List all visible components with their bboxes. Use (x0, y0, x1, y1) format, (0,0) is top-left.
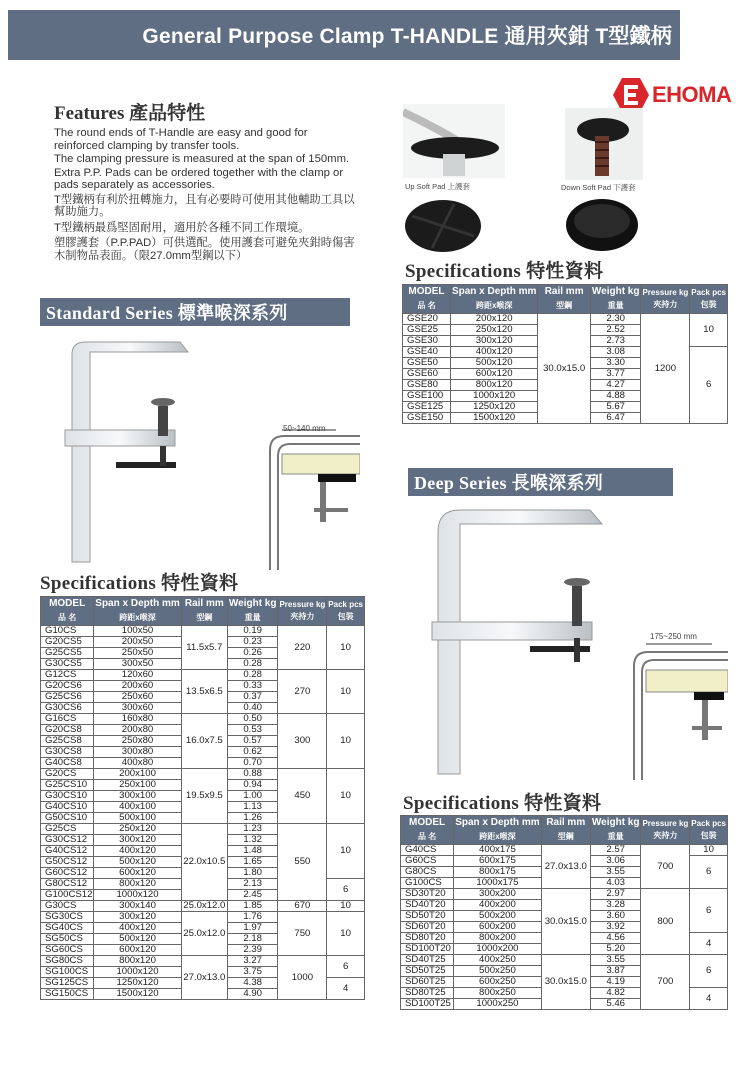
table-cell: GSE150 (403, 413, 451, 424)
deep-series-band: Deep Series 長喉深系列 (408, 468, 673, 496)
table-cell: GSE40 (403, 347, 451, 358)
pad-bottom-view-photo (563, 196, 641, 254)
table-cell: 400x120 (94, 923, 181, 934)
table-cell: 4.03 (590, 878, 641, 889)
table-cell: 800x120 (94, 879, 181, 890)
table-cell: 27.0x13.0 (181, 956, 227, 1000)
table-cell: 4.90 (227, 989, 278, 1000)
table-cell: 30.0x15.0 (541, 955, 590, 1010)
table-cell: SG30CS (41, 912, 94, 923)
table-cell: 1250x120 (450, 402, 537, 413)
table-cell: 200x120 (450, 314, 537, 325)
col-model: MODEL 品 名 (41, 597, 94, 626)
table-cell: 1.32 (227, 835, 278, 846)
table-cell: 4.56 (590, 933, 641, 944)
table-cell: 1.65 (227, 857, 278, 868)
table-cell: 300x140 (94, 901, 181, 912)
table-cell: 16.0x7.5 (181, 714, 227, 769)
table-cell: 1200 (641, 314, 690, 424)
table-cell: G80CS (401, 867, 454, 878)
table-cell: G20CS (41, 769, 94, 780)
col-pressure: Pressure kg 夾持力 (278, 597, 327, 626)
down-pad-label: Down Soft Pad 下護套 (561, 183, 636, 192)
table-cell: 300x120 (450, 336, 537, 347)
table-cell: 10 (327, 670, 365, 714)
table-cell: 0.33 (227, 681, 278, 692)
table-cell: G25CS10 (41, 780, 94, 791)
table-row (41, 956, 365, 967)
table-cell: 1000x250 (454, 999, 541, 1010)
table-cell: 250x60 (94, 692, 181, 703)
standard-spec-title: Specifications 特性資料 (40, 573, 239, 594)
table-cell: 0.57 (227, 736, 278, 747)
table-cell: G40CS12 (41, 846, 94, 857)
table-cell: 0.19 (227, 626, 278, 637)
table-cell: 600x120 (94, 868, 181, 879)
col-pack: Pack pcs 包裝 (327, 597, 365, 626)
table-cell: G30CS5 (41, 659, 94, 670)
table-row (41, 670, 365, 681)
table-cell: G16CS (41, 714, 94, 725)
table-cell: GSE20 (403, 314, 451, 325)
deep-spec-title: Specifications 特性資料 (403, 793, 602, 814)
table-cell: 10 (327, 626, 365, 670)
table-cell: 800 (641, 889, 690, 955)
table-cell: 3.55 (590, 867, 641, 878)
page-header (8, 10, 680, 60)
table-cell: G20CS5 (41, 637, 94, 648)
table-cell: 1.23 (227, 824, 278, 835)
table-cell: 200x80 (94, 725, 181, 736)
feature-p2: The clamping pressure is measured at the span of 150mm. (54, 153, 350, 165)
table-cell: SD100T25 (401, 999, 454, 1010)
table-cell: 1.26 (227, 813, 278, 824)
table-cell: 670 (278, 901, 327, 912)
table-cell: 2.52 (590, 325, 641, 336)
table-cell: 3.87 (590, 966, 641, 977)
table-cell: 6 (327, 956, 365, 978)
table-cell: G25CS (41, 824, 94, 835)
table-cell: 0.94 (227, 780, 278, 791)
table-cell: GSE125 (403, 402, 451, 413)
table-cell: 6 (690, 955, 728, 988)
table-cell: SG80CS (41, 956, 94, 967)
table-cell: 1.76 (227, 912, 278, 923)
table-cell: 1.80 (227, 868, 278, 879)
table-cell: 4 (327, 978, 365, 1000)
table-cell: SD60T20 (401, 922, 454, 933)
table-cell: 2.45 (227, 890, 278, 901)
table-cell: 120x60 (94, 670, 181, 681)
table-header-row (41, 597, 365, 626)
standard-span-diagram (262, 410, 360, 570)
table-cell: G10CS (41, 626, 94, 637)
feature-p1: The round ends of T-Handle are easy and good for reinforced clamping by transfer tools. (54, 127, 308, 152)
standard-spec-table (40, 596, 365, 1000)
table-cell: 3.27 (227, 956, 278, 967)
table-cell: 10 (690, 845, 728, 856)
table-cell: 700 (641, 955, 690, 1010)
table-cell: 250x50 (94, 648, 181, 659)
table-cell: 300x120 (94, 912, 181, 923)
table-cell: G40CS8 (41, 758, 94, 769)
table-cell: G30CS6 (41, 703, 94, 714)
table-cell: 800x250 (454, 988, 541, 999)
table-cell: G50CS12 (41, 857, 94, 868)
table-cell: 4 (690, 933, 728, 955)
table-cell: G25CS6 (41, 692, 94, 703)
table-cell: 1000x120 (94, 967, 181, 978)
table-cell: G80CS12 (41, 879, 94, 890)
up-soft-pad-photo (403, 104, 505, 178)
table-cell: 4 (690, 988, 728, 1010)
table-cell: 3.28 (590, 900, 641, 911)
table-cell: 1.13 (227, 802, 278, 813)
table-row (41, 912, 365, 923)
table-cell: 13.5x6.5 (181, 670, 227, 714)
table-cell: 1000x200 (454, 944, 541, 955)
table-cell: 400x175 (454, 845, 541, 856)
table-header-row: MODEL 品 名 Span x Depth mm 跨距x喉深 Rail mm 型鋼 Weight kg 重量 Pressure kg 夾持力 Pack pcs 包裝 (401, 816, 728, 845)
table-cell: G30CS (41, 901, 94, 912)
table-cell: 5.67 (590, 402, 641, 413)
table-cell: 400x80 (94, 758, 181, 769)
table-cell: 450 (278, 769, 327, 824)
gse-spec-table (402, 284, 728, 424)
table-cell: 1.97 (227, 923, 278, 934)
table-cell: 27.0x13.0 (541, 845, 590, 889)
table-row (401, 845, 728, 856)
table-cell: SD60T25 (401, 977, 454, 988)
table-cell: SG50CS (41, 934, 94, 945)
table-cell: GSE100 (403, 391, 451, 402)
table-cell: SD80T20 (401, 933, 454, 944)
table-cell: 5.20 (590, 944, 641, 955)
table-cell: SG100CS (41, 967, 94, 978)
table-cell: 2.30 (590, 314, 641, 325)
table-cell: 600x175 (454, 856, 541, 867)
table-cell: 25.0x12.0 (183, 900, 226, 911)
table-cell: G30CS10 (41, 791, 94, 802)
table-cell: 1250x120 (94, 978, 181, 989)
pad-top-view-photo (402, 196, 484, 256)
table-cell: 1000 (278, 956, 327, 1000)
table-cell: 700 (641, 845, 690, 889)
table-cell: 200x100 (94, 769, 181, 780)
table-cell: 30.0x15.0 (538, 314, 590, 424)
table-cell: 2.57 (590, 845, 641, 856)
table-row (41, 901, 365, 912)
table-cell: 800x120 (94, 956, 181, 967)
table-cell: 0.50 (227, 714, 278, 725)
table-cell: 160x80 (94, 714, 181, 725)
table-cell: GSE60 (403, 369, 451, 380)
table-cell: 6.47 (590, 413, 641, 424)
table-row (41, 714, 365, 725)
table-cell: 0.62 (227, 747, 278, 758)
table-cell: 0.28 (227, 670, 278, 681)
table-cell: 3.08 (590, 347, 641, 358)
table-cell: SD40T25 (401, 955, 454, 966)
table-cell: 30.0x15.0 (541, 889, 590, 955)
table-cell: 600x200 (454, 922, 541, 933)
table-cell: 1500x120 (450, 413, 537, 424)
table-cell: 400x100 (94, 802, 181, 813)
down-soft-pad-photo (565, 108, 643, 180)
table-cell: 4.19 (590, 977, 641, 988)
table-cell: SD40T20 (401, 900, 454, 911)
table-cell: SD80T25 (401, 988, 454, 999)
table-cell: 800x175 (454, 867, 541, 878)
up-pad-label: Up Soft Pad 上護套 (405, 182, 471, 191)
brand-name: EHOMA (652, 82, 732, 107)
table-cell: 750 (278, 912, 327, 956)
table-row (41, 626, 365, 637)
table-cell: 4.88 (590, 391, 641, 402)
table-cell: G100CS (401, 878, 454, 889)
table-cell: 500x120 (94, 857, 181, 868)
table-cell: G50CS10 (41, 813, 94, 824)
table-cell: 25.0x12.0 (181, 912, 227, 956)
feature-p6: 塑膠護套（P.P.PAD）可供選配。使用護套可避免夾鉗時傷害木制物品表面。（限27.0mm型鋼以下） (54, 237, 355, 262)
table-cell: SD50T25 (401, 966, 454, 977)
table-cell: G20CS6 (41, 681, 94, 692)
table-cell: G40CS (401, 845, 454, 856)
table-cell: 1.85 (227, 901, 278, 912)
table-cell: 600x120 (450, 369, 537, 380)
table-cell: 500x100 (94, 813, 181, 824)
table-cell: 10 (327, 824, 365, 879)
table-cell: 10 (327, 912, 365, 956)
table-cell: 300x200 (454, 889, 541, 900)
table-cell: G100CS12 (41, 890, 94, 901)
table-cell: 500x250 (454, 966, 541, 977)
table-cell: 2.39 (227, 945, 278, 956)
table-cell: SG125CS (41, 978, 94, 989)
table-cell: 10 (327, 769, 365, 824)
table-cell: GSE25 (403, 325, 451, 336)
table-cell: 400x120 (450, 347, 537, 358)
table-cell: 3.55 (590, 955, 641, 966)
table-cell: 250x100 (94, 780, 181, 791)
table-cell: 3.30 (590, 358, 641, 369)
table-cell: G20CS8 (41, 725, 94, 736)
standard-series-band: Standard Series 標準喉深系列 (40, 298, 350, 326)
col-rail: Rail mm 型鋼 (181, 597, 227, 626)
table-row (41, 824, 365, 835)
table-cell: 1000x120 (94, 890, 181, 901)
page-title: General Purpose Clamp T-HANDLE 通用夾鉗 T型鐵柄 (142, 25, 672, 48)
table-cell: SG150CS (41, 989, 94, 1000)
table-cell: 3.06 (590, 856, 641, 867)
table-cell: 600x120 (94, 945, 181, 956)
table-cell: 500x120 (450, 358, 537, 369)
table-cell: 300x80 (94, 747, 181, 758)
table-cell: 300x60 (94, 703, 181, 714)
table-cell: 300x100 (94, 791, 181, 802)
deep-span-diagram (628, 630, 728, 780)
table-cell: 0.37 (227, 692, 278, 703)
table-cell: 1.00 (227, 791, 278, 802)
table-cell: 22.0x10.5 (181, 824, 227, 901)
table-cell: 3.75 (227, 967, 278, 978)
table-cell: 3.92 (590, 922, 641, 933)
table-cell: 250x80 (94, 736, 181, 747)
deep-span-label: 175~250 mm (650, 632, 697, 641)
table-cell: 19.5x9.5 (181, 769, 227, 824)
table-cell: 3.60 (590, 911, 641, 922)
table-cell: 0.88 (227, 769, 278, 780)
table-cell: 400x250 (454, 955, 541, 966)
features-text (54, 127, 359, 263)
deep-spec-table (400, 815, 728, 1010)
table-cell: 6 (327, 879, 365, 901)
table-cell: G30CS12 (41, 835, 94, 846)
table-cell: 4.82 (590, 988, 641, 999)
table-cell: 0.40 (227, 703, 278, 714)
table-cell: 5.46 (590, 999, 641, 1010)
table-cell: 0.53 (227, 725, 278, 736)
table-row (401, 955, 728, 966)
right-spec-title: Specifications 特性資料 (405, 261, 604, 282)
table-cell: G25CS5 (41, 648, 94, 659)
table-cell: SG40CS (41, 923, 94, 934)
feature-p5: T型鐵柄最爲堅固耐用，適用於各種不同工作環境。 (54, 221, 310, 234)
table-cell: 10 (327, 714, 365, 769)
table-cell: 6 (690, 889, 728, 933)
col-weight: Weight kg 重量 (227, 597, 278, 626)
table-cell: 300x50 (94, 659, 181, 670)
table-cell: SG60CS (41, 945, 94, 956)
table-cell: 0.23 (227, 637, 278, 648)
feature-p4: T型鐵柄有利於扭轉施力，且有必要時可使用其他輔助工具以幫助施力。 (54, 193, 355, 218)
table-cell: 10 (327, 901, 365, 912)
table-cell: 10 (690, 314, 728, 347)
table-cell: 1.48 (227, 846, 278, 857)
table-cell: 2.97 (590, 889, 641, 900)
table-cell: 0.70 (227, 758, 278, 769)
standard-span-label: 50~140 mm (283, 424, 326, 433)
table-cell: 220 (278, 626, 327, 670)
table-cell: 6 (690, 347, 728, 424)
table-cell: 4.38 (227, 978, 278, 989)
table-cell: SD30T20 (401, 889, 454, 900)
table-cell: G25CS8 (41, 736, 94, 747)
table-cell: G60CS12 (41, 868, 94, 879)
table-cell: 3.77 (590, 369, 641, 380)
table-cell: 2.18 (227, 934, 278, 945)
table-cell: 11.5x5.7 (181, 626, 227, 670)
table-cell: 600x250 (454, 977, 541, 988)
table-cell: GSE50 (403, 358, 451, 369)
table-cell: G40CS10 (41, 802, 94, 813)
table-cell: 200x60 (94, 681, 181, 692)
table-cell: 800x200 (454, 933, 541, 944)
table-cell: 400x200 (454, 900, 541, 911)
table-cell: 500x200 (454, 911, 541, 922)
table-cell: 250x120 (450, 325, 537, 336)
table-cell: 550 (278, 824, 327, 901)
table-cell: 6 (690, 856, 728, 889)
table-cell: 1000x120 (450, 391, 537, 402)
table-cell: 0.26 (227, 648, 278, 659)
table-cell: 500x120 (94, 934, 181, 945)
table-row (41, 769, 365, 780)
table-cell: 100x50 (94, 626, 181, 637)
table-cell: 270 (278, 670, 327, 714)
table-cell: G60CS (401, 856, 454, 867)
table-cell: 0.28 (227, 659, 278, 670)
table-cell: 2.13 (227, 879, 278, 890)
table-cell: GSE80 (403, 380, 451, 391)
table-header-row: MODEL 品 名 Span x Depth mm 跨距x喉深 Rail mm 型鋼 Weight kg 重量 Pressure kg 夾持力 Pack pcs 包裝 (403, 285, 728, 314)
table-cell: 400x120 (94, 846, 181, 857)
table-cell: G12CS (41, 670, 94, 681)
table-cell: 2.73 (590, 336, 641, 347)
deep-clamp-photo (420, 506, 610, 776)
table-row (403, 314, 728, 325)
table-row (401, 889, 728, 900)
table-cell: SD50T20 (401, 911, 454, 922)
feature-p3: Extra P.P. Pads can be ordered together with the clamp or pads separately as accessories. (54, 166, 344, 191)
table-cell: 200x50 (94, 637, 181, 648)
table-cell: 250x120 (94, 824, 181, 835)
standard-clamp-photo (50, 334, 200, 564)
features-title: Features 產品特性 (54, 103, 206, 124)
table-cell: 4.27 (590, 380, 641, 391)
table-cell: 1500x120 (94, 989, 181, 1000)
table-cell: SD100T20 (401, 944, 454, 955)
table-cell: 800x120 (450, 380, 537, 391)
table-cell: 300 (278, 714, 327, 769)
table-cell: GSE30 (403, 336, 451, 347)
table-cell: G30CS8 (41, 747, 94, 758)
col-span: Span x Depth mm 跨距x喉深 (94, 597, 181, 626)
table-cell: 300x120 (94, 835, 181, 846)
table-cell: 1000x175 (454, 878, 541, 889)
